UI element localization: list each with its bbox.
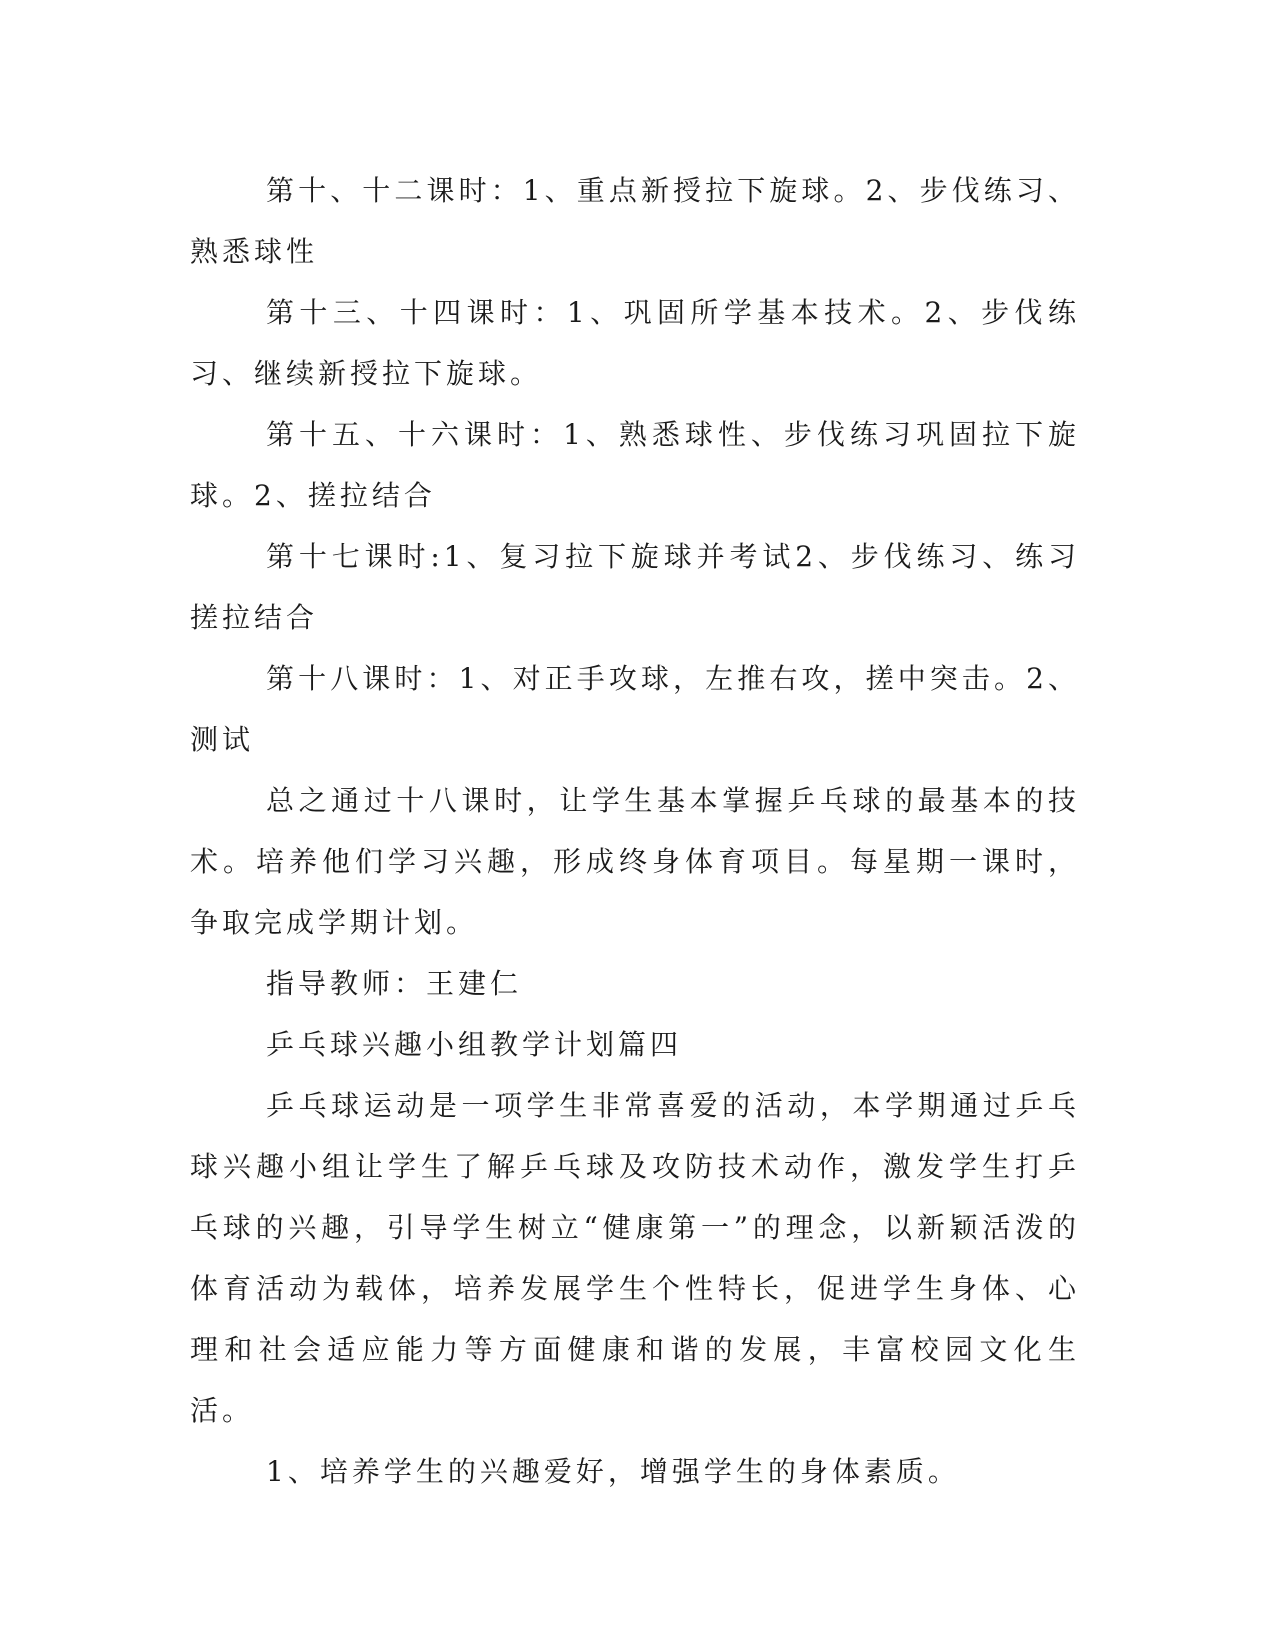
- paragraph-lesson-18: 第十八课时：1、对正手攻球，左推右攻，搓中突击。2、测试: [190, 662, 1080, 756]
- paragraph-lesson-15-16: 第十五、十六课时：1、熟悉球性、步伐练习巩固拉下旋球。2、搓拉结合: [190, 418, 1080, 512]
- paragraph-goal-1: 1、培养学生的兴趣爱好，增强学生的身体素质。: [266, 1455, 960, 1488]
- section-heading: 乒乓球兴趣小组教学计划篇四: [266, 1028, 683, 1061]
- paragraph-lesson-13-14: 第十三、十四课时：1、巩固所学基本技术。2、步伐练习、继续新授拉下旋球。: [190, 296, 1080, 390]
- paragraph-instructor: 指导教师：王建仁: [266, 967, 523, 1000]
- paragraph-lesson-17: 第十七课时:1、复习拉下旋球并考试2、步伐练习、练习搓拉结合: [190, 540, 1080, 634]
- paragraph-lesson-10-12: 第十、十二课时：1、重点新授拉下旋球。2、步伐练习、熟悉球性: [190, 174, 1080, 268]
- paragraph-introduction: 乒乓球运动是一项学生非常喜爱的活动，本学期通过乒乓球兴趣小组让学生了解乒乓球及攻防技术动作，激发学生打乒乓球的兴趣，引导学生树立“健康第一”的理念，以新颖活泼的体育活动为载体，培养发展学生个性特长，促进学生身体、心理和社会适应能力等方面健康和谐的发展，丰富校园文化生活。: [190, 1089, 1080, 1427]
- paragraph-summary: 总之通过十八课时，让学生基本掌握乒乓球的最基本的技术。培养他们学习兴趣，形成终身体育项目。每星期一课时，争取完成学期计划。: [190, 784, 1080, 939]
- document-body: [190, 160, 1080, 1502]
